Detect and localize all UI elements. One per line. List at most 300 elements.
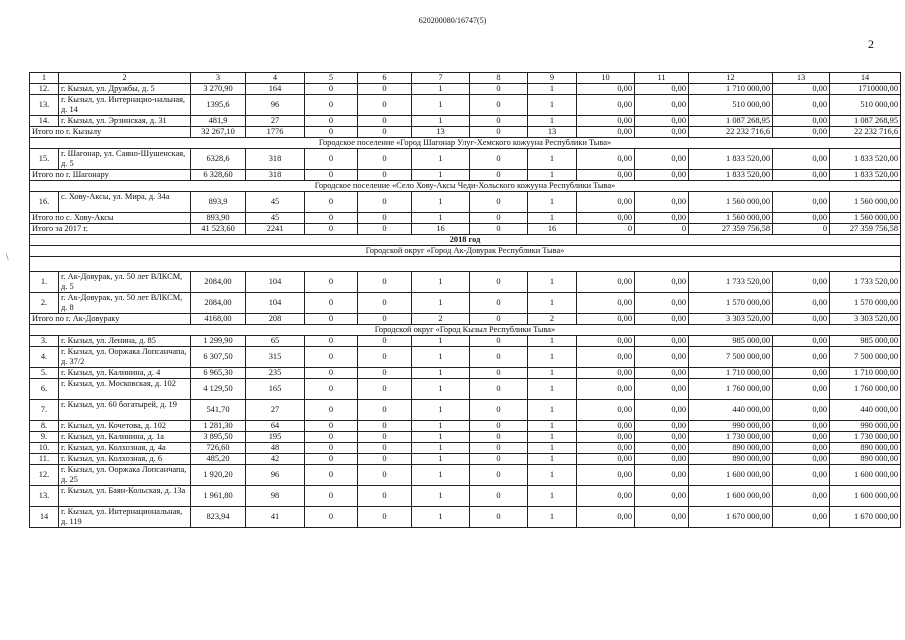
total-value-cell: 1 — [528, 170, 577, 181]
value-cell: 3 270,90 — [191, 84, 246, 95]
value-cell: 1 — [412, 84, 470, 95]
total-value-cell: 6 328,60 — [191, 170, 246, 181]
value-cell: 1 670 000,00 — [830, 507, 901, 528]
value-cell: 315 — [246, 347, 305, 368]
value-cell: 0,00 — [635, 116, 689, 127]
col-header: 13 — [773, 73, 830, 84]
total-value-cell: 3 303 520,00 — [689, 314, 773, 325]
value-cell: 0 — [305, 400, 358, 421]
total-value-cell: 0 — [305, 127, 358, 138]
value-cell: 0 — [305, 192, 358, 213]
total-row — [30, 213, 901, 224]
value-cell: 726,60 — [191, 443, 246, 454]
value-cell: 0,00 — [635, 272, 689, 293]
total-row — [30, 314, 901, 325]
value-cell: 1 730 000,00 — [830, 432, 901, 443]
value-cell: 0 — [358, 347, 412, 368]
table-row — [30, 116, 901, 127]
value-cell: 0 — [305, 486, 358, 507]
value-cell: 1 570 000,00 — [689, 293, 773, 314]
value-cell: 1 961,80 — [191, 486, 246, 507]
value-cell: 1 — [412, 400, 470, 421]
value-cell: 0,00 — [773, 486, 830, 507]
value-cell: 0,00 — [773, 379, 830, 400]
value-cell: 0,00 — [577, 400, 635, 421]
page-number: 2 — [868, 37, 874, 51]
value-cell: 0 — [358, 149, 412, 170]
total-value-cell: 0 — [305, 170, 358, 181]
total-value-cell: 16 — [412, 224, 470, 235]
value-cell: 0,00 — [773, 84, 830, 95]
total-value-cell: 0,00 — [635, 170, 689, 181]
table-row — [30, 347, 901, 368]
address-cell: г. Шагонар, ул. Саяно-Шушенская, д. 5 — [59, 149, 191, 170]
value-cell: 985 000,00 — [830, 336, 901, 347]
total-value-cell: 0,00 — [577, 314, 635, 325]
table-row — [30, 272, 901, 293]
value-cell: 3 895,50 — [191, 432, 246, 443]
total-value-cell: 2 — [412, 314, 470, 325]
table-row — [30, 421, 901, 432]
address-cell: г. Кызыл, ул. Калинина, д. 1а — [59, 432, 191, 443]
total-value-cell: 22 232 716,6 — [830, 127, 901, 138]
value-cell: 1 281,30 — [191, 421, 246, 432]
value-cell: 1 — [412, 116, 470, 127]
value-cell: 318 — [246, 149, 305, 170]
value-cell: 2084,00 — [191, 272, 246, 293]
value-cell: 0 — [358, 84, 412, 95]
col-header: 12 — [689, 73, 773, 84]
value-cell: 0,00 — [577, 84, 635, 95]
value-cell: 1 — [528, 192, 577, 213]
value-cell: 1 — [412, 192, 470, 213]
address-cell: г. Кызыл, ул. Интернациональная, д. 119 — [59, 507, 191, 528]
total-value-cell: 27 359 756,58 — [689, 224, 773, 235]
value-cell: 165 — [246, 379, 305, 400]
value-cell: 1 833 520,00 — [830, 149, 901, 170]
total-value-cell: 1 833 520,00 — [830, 170, 901, 181]
row-number: 13. — [30, 95, 59, 116]
section-title: 2018 год — [30, 235, 901, 246]
col-header: 14 — [830, 73, 901, 84]
total-value-cell: 0,00 — [773, 127, 830, 138]
value-cell: 1 — [412, 149, 470, 170]
row-number: 7. — [30, 400, 59, 421]
row-number: 11. — [30, 454, 59, 465]
value-cell: 1 — [528, 507, 577, 528]
value-cell: 1 733 520,00 — [689, 272, 773, 293]
section-title: Городской округ «Город Кызыл Республики Тыва» — [30, 325, 901, 336]
value-cell: 0 — [470, 486, 528, 507]
value-cell: 1 — [412, 432, 470, 443]
value-cell: 6 307,50 — [191, 347, 246, 368]
address-cell: г. Ак-Довурак, ул. 50 лет ВЛКСМ, д. 5 — [59, 272, 191, 293]
value-cell: 1 600 000,00 — [689, 486, 773, 507]
value-cell: 1 570 000,00 — [830, 293, 901, 314]
address-cell: г. Кызыл, ул. Ооржака Лопсанчапа, д. 25 — [59, 465, 191, 486]
row-number: 6. — [30, 379, 59, 400]
total-value-cell: 0 — [635, 224, 689, 235]
value-cell: 1 600 000,00 — [689, 465, 773, 486]
value-cell: 0 — [358, 192, 412, 213]
blank-row — [30, 257, 901, 272]
value-cell: 0 — [470, 192, 528, 213]
total-value-cell: 13 — [412, 127, 470, 138]
value-cell: 890 000,00 — [830, 454, 901, 465]
value-cell: 1 — [528, 400, 577, 421]
address-cell: г. Кызыл, ул. Баян-Кольская, д. 13а — [59, 486, 191, 507]
col-header: 10 — [577, 73, 635, 84]
total-value-cell: 0 — [305, 224, 358, 235]
value-cell: 0 — [305, 336, 358, 347]
value-cell: 0,00 — [577, 192, 635, 213]
value-cell: 1 — [528, 84, 577, 95]
value-cell: 0 — [305, 421, 358, 432]
value-cell: 440 000,00 — [689, 400, 773, 421]
value-cell: 1 — [412, 486, 470, 507]
value-cell: 1710000,00 — [830, 84, 901, 95]
total-label: Итого по г. Ак-Довураку — [30, 314, 191, 325]
total-value-cell: 0 — [470, 213, 528, 224]
value-cell: 27 — [246, 116, 305, 127]
section-title: Городское поселение «Село Хову-Аксы Чеди-Хольского кожууна Республики Тыва» — [30, 181, 901, 192]
total-value-cell: 45 — [246, 213, 305, 224]
value-cell: 0 — [470, 84, 528, 95]
value-cell: 0,00 — [773, 116, 830, 127]
row-number: 9. — [30, 432, 59, 443]
total-value-cell: 0 — [470, 170, 528, 181]
table-body — [30, 84, 901, 528]
row-number: 12. — [30, 465, 59, 486]
total-label: Итого по с. Хову-Аксы — [30, 213, 191, 224]
value-cell: 0 — [470, 272, 528, 293]
col-header: 1 — [30, 73, 59, 84]
value-cell: 0,00 — [577, 454, 635, 465]
col-header: 11 — [635, 73, 689, 84]
value-cell: 0,00 — [773, 272, 830, 293]
total-value-cell: 4168,00 — [191, 314, 246, 325]
total-value-cell: 0 — [358, 127, 412, 138]
value-cell: 823,94 — [191, 507, 246, 528]
total-value-cell: 0 — [305, 213, 358, 224]
value-cell: 440 000,00 — [830, 400, 901, 421]
table-row — [30, 84, 901, 95]
value-cell: 48 — [246, 443, 305, 454]
value-cell: 1 — [528, 368, 577, 379]
value-cell: 1 — [412, 379, 470, 400]
value-cell: 0,00 — [773, 443, 830, 454]
value-cell: 1 — [412, 95, 470, 116]
value-cell: 0 — [470, 400, 528, 421]
total-value-cell: 0 — [358, 213, 412, 224]
section-row — [30, 138, 901, 149]
value-cell: 0 — [358, 293, 412, 314]
value-cell: 1 — [412, 347, 470, 368]
total-value-cell: 3 303 520,00 — [830, 314, 901, 325]
value-cell: 1395,6 — [191, 95, 246, 116]
row-number: 14 — [30, 507, 59, 528]
total-value-cell: 0 — [358, 170, 412, 181]
value-cell: 1 — [528, 421, 577, 432]
value-cell: 104 — [246, 272, 305, 293]
value-cell: 1 — [528, 272, 577, 293]
value-cell: 0,00 — [577, 116, 635, 127]
total-value-cell: 0 — [305, 314, 358, 325]
value-cell: 0 — [305, 507, 358, 528]
total-value-cell: 0 — [470, 224, 528, 235]
value-cell: 0,00 — [577, 486, 635, 507]
table-row — [30, 486, 901, 507]
total-value-cell: 1 560 000,00 — [830, 213, 901, 224]
value-cell: 0 — [358, 368, 412, 379]
row-number: 14. — [30, 116, 59, 127]
value-cell: 98 — [246, 486, 305, 507]
value-cell: 195 — [246, 432, 305, 443]
value-cell: 0,00 — [635, 507, 689, 528]
row-number: 15. — [30, 149, 59, 170]
value-cell: 0,00 — [577, 379, 635, 400]
value-cell: 1 — [412, 293, 470, 314]
row-number: 5. — [30, 368, 59, 379]
value-cell: 7 500 000,00 — [689, 347, 773, 368]
total-value-cell: 0 — [470, 127, 528, 138]
table-row — [30, 465, 901, 486]
value-cell: 0,00 — [773, 454, 830, 465]
value-cell: 0,00 — [635, 336, 689, 347]
section-row — [30, 325, 901, 336]
address-cell: г. Кызыл, ул. Дружбы, д. 5 — [59, 84, 191, 95]
total-value-cell: 0,00 — [577, 170, 635, 181]
value-cell: 0,00 — [635, 293, 689, 314]
value-cell: 1 670 000,00 — [689, 507, 773, 528]
value-cell: 0 — [470, 507, 528, 528]
total-value-cell: 2 — [528, 314, 577, 325]
value-cell: 0 — [305, 432, 358, 443]
value-cell: 1 — [412, 272, 470, 293]
value-cell: 0,00 — [635, 432, 689, 443]
value-cell: 0 — [358, 116, 412, 127]
value-cell: 1 — [528, 95, 577, 116]
value-cell: 1 600 000,00 — [830, 486, 901, 507]
value-cell: 104 — [246, 293, 305, 314]
value-cell: 0,00 — [577, 336, 635, 347]
total-value-cell: 1 833 520,00 — [689, 170, 773, 181]
value-cell: 1 600 000,00 — [830, 465, 901, 486]
address-cell: г. Кызыл, ул. Эрзинская, д. 31 — [59, 116, 191, 127]
value-cell: 0 — [305, 272, 358, 293]
value-cell: 0,00 — [635, 443, 689, 454]
value-cell: 0 — [470, 336, 528, 347]
value-cell: 1 760 000,00 — [689, 379, 773, 400]
value-cell: 1 — [528, 432, 577, 443]
total-value-cell: 1 560 000,00 — [689, 213, 773, 224]
total-value-cell: 16 — [528, 224, 577, 235]
value-cell: 985 000,00 — [689, 336, 773, 347]
blank-cell — [30, 257, 901, 272]
value-cell: 510 000,00 — [689, 95, 773, 116]
value-cell: 990 000,00 — [830, 421, 901, 432]
row-number: 10. — [30, 443, 59, 454]
value-cell: 0 — [358, 400, 412, 421]
value-cell: 41 — [246, 507, 305, 528]
total-value-cell: 2241 — [246, 224, 305, 235]
value-cell: 4 129,50 — [191, 379, 246, 400]
housing-program-table — [29, 72, 901, 528]
value-cell: 0,00 — [773, 421, 830, 432]
value-cell: 0,00 — [577, 149, 635, 170]
total-value-cell: 0,00 — [577, 213, 635, 224]
value-cell: 0,00 — [773, 507, 830, 528]
row-number: 12. — [30, 84, 59, 95]
value-cell: 1 560 000,00 — [830, 192, 901, 213]
section-title: Городское поселение «Город Шагонар Улуг-Хемского кожууна Республики Тыва» — [30, 138, 901, 149]
value-cell: 0 — [305, 465, 358, 486]
value-cell: 42 — [246, 454, 305, 465]
total-value-cell: 1776 — [246, 127, 305, 138]
value-cell: 0 — [358, 379, 412, 400]
value-cell: 0,00 — [635, 400, 689, 421]
table-row — [30, 454, 901, 465]
value-cell: 1 — [412, 454, 470, 465]
value-cell: 0,00 — [635, 347, 689, 368]
value-cell: 0 — [470, 454, 528, 465]
value-cell: 0 — [305, 116, 358, 127]
total-value-cell: 22 232 716,6 — [689, 127, 773, 138]
total-value-cell: 0,00 — [773, 314, 830, 325]
total-row — [30, 170, 901, 181]
table-row — [30, 400, 901, 421]
total-label: Итого за 2017 г. — [30, 224, 191, 235]
section-title: Городской округ «Город Ак-Довурак Республики Тыва» — [30, 246, 901, 257]
total-value-cell: 1 — [412, 213, 470, 224]
total-value-cell: 0 — [358, 224, 412, 235]
document-number: 620200080/16747(5) — [418, 16, 487, 25]
address-cell: г. Кызыл, ул. Ооржака Лопсанчапа, д. 37/2 — [59, 347, 191, 368]
value-cell: 1 — [528, 293, 577, 314]
value-cell: 0 — [358, 421, 412, 432]
value-cell: 164 — [246, 84, 305, 95]
value-cell: 27 — [246, 400, 305, 421]
table-row — [30, 192, 901, 213]
col-header: 8 — [470, 73, 528, 84]
value-cell: 0,00 — [635, 192, 689, 213]
value-cell: 1 — [412, 465, 470, 486]
value-cell: 1 — [528, 454, 577, 465]
address-cell: г. Кызыл, ул. Кочетова, д. 102 — [59, 421, 191, 432]
total-value-cell: 27 359 756,58 — [830, 224, 901, 235]
table-row — [30, 149, 901, 170]
value-cell: 1 — [412, 421, 470, 432]
row-number: 2. — [30, 293, 59, 314]
value-cell: 0,00 — [577, 368, 635, 379]
total-value-cell: 0 — [358, 314, 412, 325]
value-cell: 0,00 — [635, 84, 689, 95]
value-cell: 1 730 000,00 — [689, 432, 773, 443]
value-cell: 485,20 — [191, 454, 246, 465]
value-cell: 1 — [528, 347, 577, 368]
value-cell: 1 — [528, 149, 577, 170]
value-cell: 0,00 — [773, 95, 830, 116]
value-cell: 1 — [528, 336, 577, 347]
total-value-cell: 0 — [773, 224, 830, 235]
total-value-cell: 0,00 — [635, 213, 689, 224]
value-cell: 0 — [358, 443, 412, 454]
total-value-cell: 41 523,60 — [191, 224, 246, 235]
address-cell: г. Ак-Довурак, ул. 50 лет ВЛКСМ, д. 8 — [59, 293, 191, 314]
value-cell: 0,00 — [773, 293, 830, 314]
total-value-cell: 32 267,10 — [191, 127, 246, 138]
value-cell: 1 — [528, 443, 577, 454]
total-value-cell: 0,00 — [577, 127, 635, 138]
value-cell: 0 — [358, 432, 412, 443]
value-cell: 0,00 — [635, 421, 689, 432]
row-number: 1. — [30, 272, 59, 293]
value-cell: 2084,00 — [191, 293, 246, 314]
value-cell: 0,00 — [773, 336, 830, 347]
value-cell: 0,00 — [773, 368, 830, 379]
value-cell: 0,00 — [577, 95, 635, 116]
value-cell: 0,00 — [773, 347, 830, 368]
address-cell: г. Кызыл, ул. 60 богатырей, д. 19 — [59, 400, 191, 421]
address-cell: г. Кызыл, ул. Колхозная, д. 6 — [59, 454, 191, 465]
value-cell: 1 087 268,95 — [830, 116, 901, 127]
table-row — [30, 432, 901, 443]
value-cell: 1 — [528, 379, 577, 400]
value-cell: 0 — [470, 443, 528, 454]
value-cell: 0 — [358, 336, 412, 347]
value-cell: 1 299,90 — [191, 336, 246, 347]
value-cell: 1 — [412, 507, 470, 528]
value-cell: 0 — [470, 293, 528, 314]
value-cell: 1 — [412, 368, 470, 379]
value-cell: 0,00 — [635, 368, 689, 379]
value-cell: 890 000,00 — [689, 454, 773, 465]
value-cell: 0 — [305, 84, 358, 95]
value-cell: 0,00 — [577, 432, 635, 443]
value-cell: 510 000,00 — [830, 95, 901, 116]
total-value-cell: 208 — [246, 314, 305, 325]
value-cell: 0,00 — [635, 149, 689, 170]
value-cell: 1 710 000,00 — [689, 368, 773, 379]
col-header: 9 — [528, 73, 577, 84]
section-row — [30, 181, 901, 192]
table-row — [30, 443, 901, 454]
total-value-cell: 0 — [577, 224, 635, 235]
stray-mark: \ — [6, 252, 9, 262]
total-label: Итого по г. Шагонару — [30, 170, 191, 181]
header-row — [30, 73, 901, 84]
value-cell: 0,00 — [577, 465, 635, 486]
value-cell: 0,00 — [773, 432, 830, 443]
value-cell: 890 000,00 — [689, 443, 773, 454]
value-cell: 0,00 — [577, 421, 635, 432]
value-cell: 0 — [470, 149, 528, 170]
value-cell: 0,00 — [577, 272, 635, 293]
value-cell: 893,9 — [191, 192, 246, 213]
value-cell: 0,00 — [577, 347, 635, 368]
value-cell: 0 — [305, 95, 358, 116]
col-header: 5 — [305, 73, 358, 84]
value-cell: 0 — [358, 486, 412, 507]
value-cell: 1 — [528, 486, 577, 507]
value-cell: 0 — [358, 507, 412, 528]
table-row — [30, 379, 901, 400]
address-cell: г. Кызыл, ул. Московская, д. 102 — [59, 379, 191, 400]
col-header: 4 — [246, 73, 305, 84]
section-row — [30, 246, 901, 257]
value-cell: 0 — [305, 368, 358, 379]
value-cell: 235 — [246, 368, 305, 379]
